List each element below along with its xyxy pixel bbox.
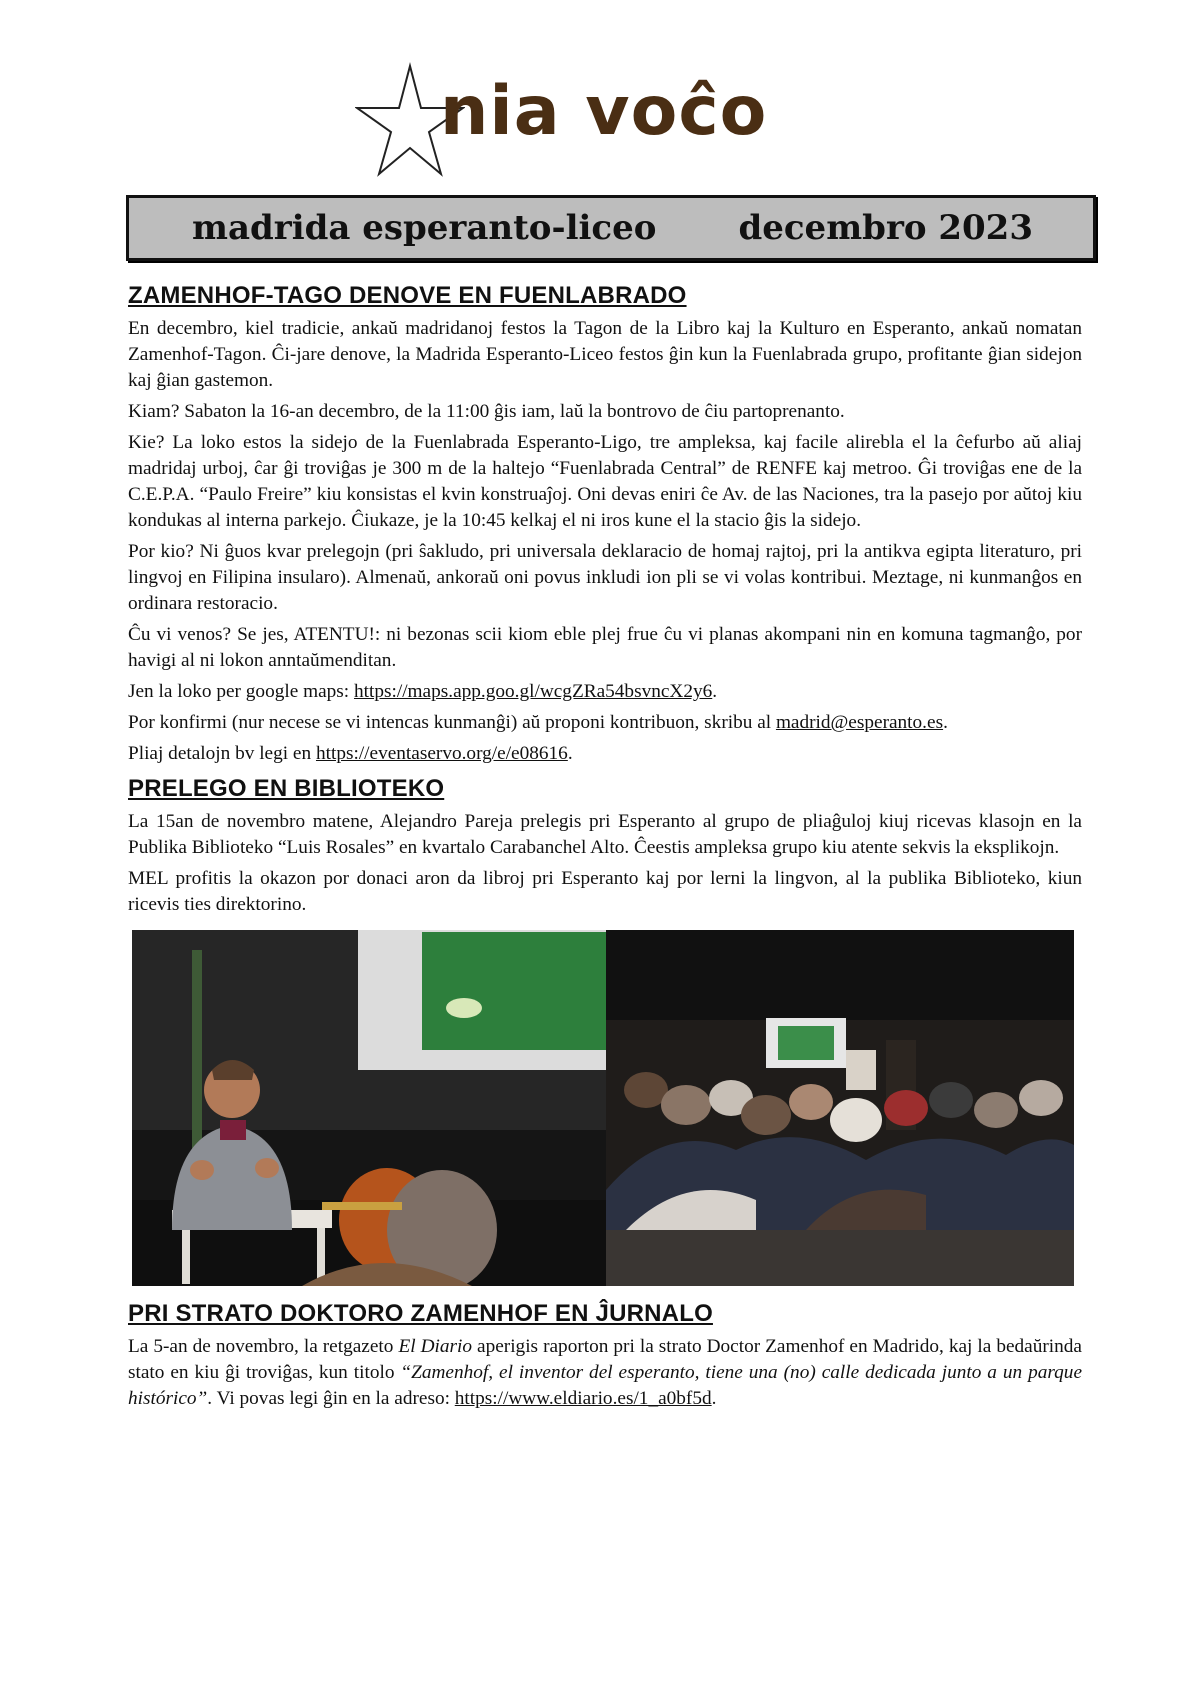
text: . (712, 681, 718, 702)
issue-date: decembro 2023 (738, 208, 1033, 248)
newspaper-name: El Diario (398, 1336, 473, 1357)
maps-link[interactable]: https://maps.app.goo.gl/wcgZRa54bsvncX2y6 (353, 681, 713, 702)
event-link[interactable]: https://eventaservo.org/e/e08616 (315, 743, 568, 764)
section-heading-prelego: PRELEGO EN BIBLIOTEKO (128, 775, 445, 802)
photo-audience (606, 930, 1074, 1286)
header-banner (126, 195, 1096, 261)
photo-collage (132, 930, 1074, 1286)
text: Por konfirmi (nur necese se vi intencas kunmanĝi) aŭ proponi kontribuon, skribu al (128, 712, 776, 733)
text: . Vi povas legi ĝin en la adreso: (207, 1388, 455, 1409)
text: . (711, 1388, 717, 1409)
publisher-name: madrida esperanto-liceo (192, 208, 657, 248)
paragraph: La 15an de novembro matene, Alejandro Pareja prelegis pri Esperanto al grupo de pliaĝuloj kiuj ricevas klasojn en la Publika Biblioteko “Luis Rosales” en kvartalo Carabanchel Alto. Ĉeestis ampleksa grupo kiu atente sekvis la eksplikojn. (128, 811, 1082, 858)
text: . (943, 712, 948, 733)
masthead (355, 62, 775, 192)
photo-speaker (132, 930, 606, 1286)
masthead-title: nia voĉo (440, 72, 768, 151)
section-heading-jurnalo: PRI STRATO DOKTORO ZAMENHOF EN ĴURNALO (128, 1300, 713, 1327)
paragraph (128, 679, 1082, 705)
text: Pliaj detalojn bv legi en (128, 743, 316, 764)
paragraph: Kie? La loko estos la sidejo de la Fuenlabrada Esperanto-Ligo, tre ampleksa, kaj facile alirebla el la ĉefurbo aŭ aliaj madridaj urboj, ĉar ĝi troviĝas je 300 m de la haltejo “Fuenlabrada Central” de RENFE kaj metroo. Ĝi troviĝas ene de la C.E.P.A. “Paulo Freire” kiu konsistas el kvin konstruaĵoj. Oni devas eniri ĉe Av. de las Naciones, tra la pasejo por aŭtoj kiu kondukas al interna parkejo. Ĉiukaze, je la 10:45 kelkaj el ni iros kune el la stacio ĝis la sidejo. (128, 432, 1082, 531)
section-heading-zamenhof-tago: ZAMENHOF-TAGO DENOVE EN FUENLABRADO (128, 282, 687, 309)
paragraph: En decembro, kiel tradicie, ankaŭ madridanoj festos la Tagon de la Libro kaj la Kulturo en Esperanto, ankaŭ nomatan Zamenhof-Tagon. Ĉi-jare denove, la Madrida Esperanto-Liceo festos ĝin kun la Fuenlabrada grupo, profitante ĝian sidejon kaj ĝian gastemon. (128, 318, 1082, 391)
paragraph: MEL profitis la okazon por donaci aron da libroj pri Esperanto kaj por lerni la lingvon, al la publika Biblioteko, kiun ricevis ties direktorino. (128, 868, 1082, 915)
article-title: “Zamenhof, el inventor del esperanto, tiene una (no) calle dedicada junto a un parque histórico” (128, 1362, 1082, 1409)
paragraph: Kiam? Sabaton la 16-an decembro, de la 11:00 ĝis iam, laŭ la bontrovo de ĉiu partoprenanto. (128, 401, 845, 422)
email-link[interactable]: madrid@esperanto.es (775, 712, 944, 733)
paragraph: Ĉu vi venos? Se jes, ATENTU!: ni bezonas scii kiom eble plej frue ĉu vi planas akompani nin en komuna tagmanĝo, por havigi al ni lokon anntaŭmenditan. (128, 624, 1082, 671)
eldiario-link[interactable]: https://www.eldiario.es/1_a0bf5d (454, 1388, 712, 1409)
article-body (128, 282, 1082, 1412)
paragraph: Por kio? Ni ĝuos kvar prelegojn (pri ŝakludo, pri universala deklaracio de homaj rajtoj, pri la antikva egipta literaturo, pri lingvoj en Filipina insularo). Almenaŭ, ankoraŭ oni povus inkludi ion pli se vi volas kontribui. Meztage, ni kunmanĝos en ordinara restoracio. (128, 541, 1082, 614)
paragraph (128, 710, 1082, 736)
text: Jen la loko per google maps: (128, 681, 354, 702)
text: La 5-an de novembro, la retgazeto (128, 1336, 399, 1357)
text: aperigis raporton pri la strato Doctor Zamenhof en Madrido, kaj la bedaŭrinda stato en kiu ĝi troviĝas, kun titolo (128, 1336, 1082, 1383)
paragraph (128, 1334, 1082, 1412)
paragraph (128, 741, 1082, 767)
text: . (567, 743, 573, 764)
